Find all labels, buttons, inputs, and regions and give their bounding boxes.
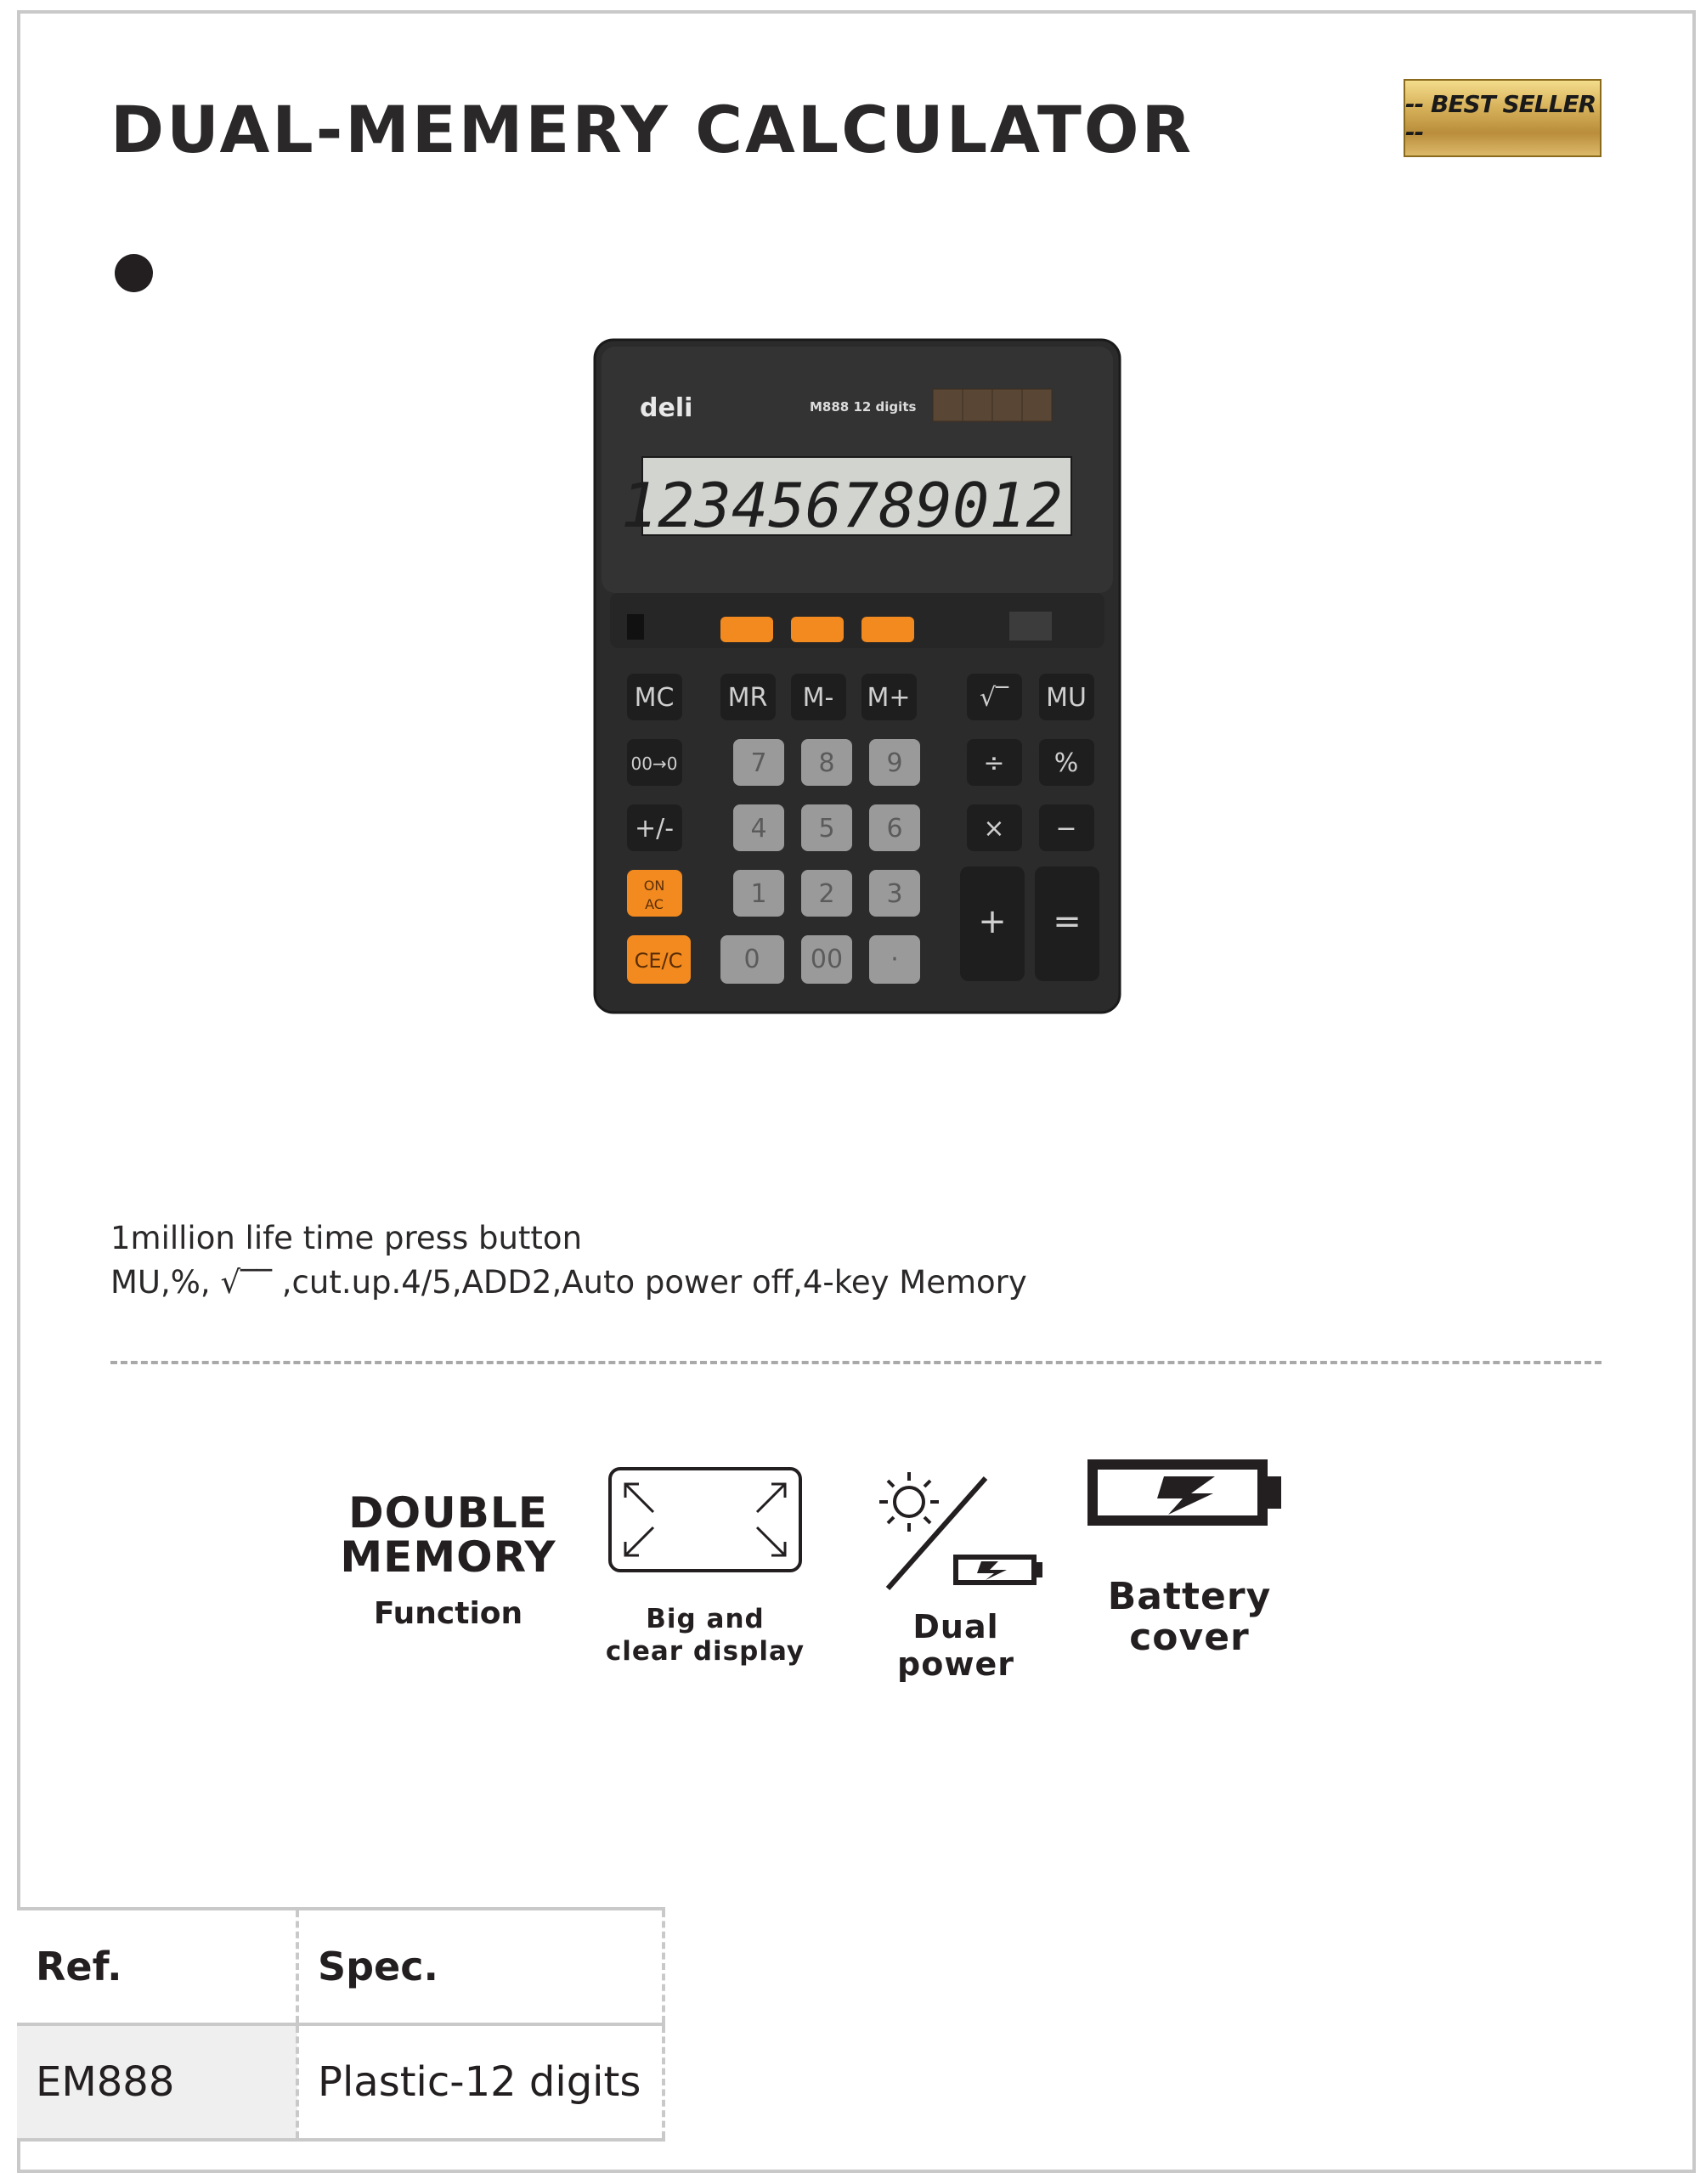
svg-text:8: 8 — [818, 748, 835, 778]
battery-caption-line2: cover — [1129, 1616, 1250, 1659]
svg-text:=: = — [1053, 902, 1082, 941]
svg-text:4: 4 — [750, 814, 767, 844]
svg-text:MC: MC — [634, 683, 675, 713]
page-title: DUAL-MEMERY CALCULATOR — [110, 92, 1195, 167]
feature-description — [110, 1216, 1027, 1305]
big-display-feature — [595, 1465, 816, 1668]
svg-text:00→0: 00→0 — [630, 753, 678, 774]
double-memory-line2: MEMORY — [340, 1532, 556, 1582]
display-caption-line1: Big and — [646, 1604, 765, 1634]
ref-header: Ref. — [17, 1909, 297, 2024]
dashed-divider — [110, 1361, 1601, 1364]
spec-table — [17, 1907, 665, 2142]
svg-text:5: 5 — [818, 814, 835, 844]
ref-cell: EM888 — [17, 2024, 297, 2140]
sun-battery-icon — [862, 1465, 1049, 1594]
spec-cell: Plastic-12 digits — [297, 2024, 664, 2140]
svg-text:CE/C: CE/C — [634, 949, 683, 973]
feature-line-2: MU,%, √‾‾ ,cut.up.4/5,ADD2,Auto power off,4-key Memory — [110, 1264, 1027, 1301]
svg-text:0: 0 — [743, 945, 760, 974]
svg-text:9: 9 — [886, 748, 903, 778]
battery-icon — [1087, 1459, 1291, 1531]
double-memory-caption: Function — [373, 1596, 523, 1631]
svg-text:+/-: +/- — [634, 814, 675, 844]
svg-text:+: + — [978, 902, 1007, 941]
spec-header: Spec. — [297, 1909, 664, 2024]
bullet-dot — [115, 254, 153, 292]
svg-text:2: 2 — [818, 879, 835, 909]
page-frame — [17, 10, 1696, 2173]
expand-arrows-icon — [607, 1465, 804, 1574]
battery-caption-line1: Battery — [1107, 1575, 1272, 1618]
svg-text:·: · — [890, 945, 899, 974]
svg-text:7: 7 — [750, 748, 767, 778]
calculator-image — [593, 338, 1121, 1014]
svg-text:ON: ON — [643, 878, 665, 894]
svg-text:AC: AC — [645, 896, 664, 912]
best-seller-badge: -- BEST SELLER -- — [1404, 79, 1601, 157]
svg-text:MR: MR — [727, 683, 768, 713]
display-readout: 123456789012 — [620, 470, 1063, 541]
svg-text:M-: M- — [802, 683, 834, 713]
display-caption-line2: clear display — [605, 1636, 805, 1667]
double-memory-line1: DOUBLE — [348, 1488, 548, 1538]
model-label: M888 12 digits — [810, 399, 917, 415]
dual-power-feature — [850, 1465, 1062, 1683]
svg-text:√‾: √‾ — [979, 683, 1009, 713]
svg-text:3: 3 — [886, 879, 903, 909]
svg-text:M+: M+ — [867, 683, 911, 713]
svg-text:6: 6 — [886, 814, 903, 844]
brand-logo: deli — [640, 393, 693, 423]
svg-text:00: 00 — [810, 945, 844, 974]
svg-text:%: % — [1054, 748, 1079, 778]
svg-text:×: × — [983, 814, 1005, 844]
feature-line-1: 1million life time press button — [110, 1220, 583, 1256]
svg-text:−: − — [1055, 814, 1077, 844]
svg-text:1: 1 — [750, 879, 767, 909]
double-memory-feature — [336, 1488, 561, 1631]
svg-text:MU: MU — [1046, 683, 1087, 713]
dual-power-caption: Dual power — [897, 1608, 1014, 1683]
table-row — [17, 2024, 664, 2140]
svg-text:÷: ÷ — [983, 748, 1005, 778]
spec-table-header — [17, 1909, 664, 2024]
battery-cover-feature — [1075, 1459, 1304, 1658]
